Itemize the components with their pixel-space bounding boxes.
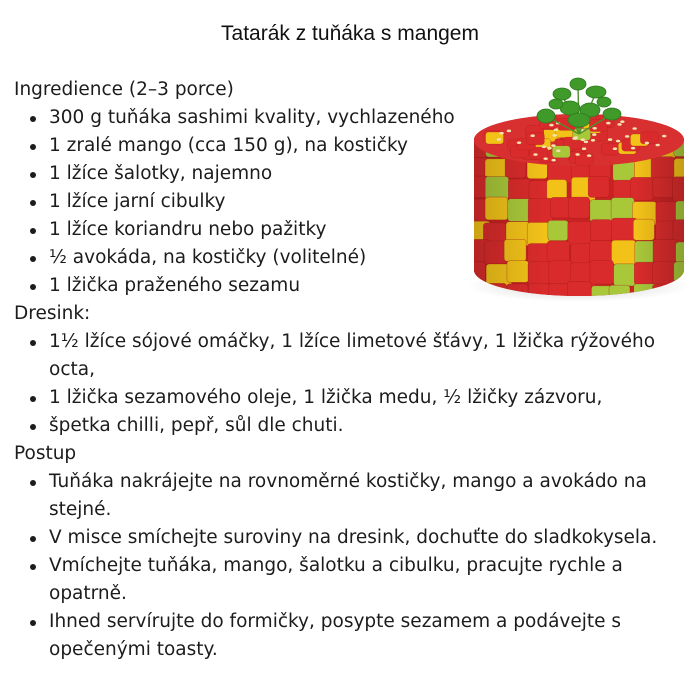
- method-step: V misce smíchejte suroviny na dresink, dochuťte do sladkokysela.: [0, 524, 690, 552]
- diced-cube: [526, 133, 544, 145]
- diced-cube: [640, 132, 658, 144]
- ingredients-heading: Ingredience (2–3 porce): [14, 79, 234, 100]
- method-step: Vmíchejte tuňáka, mango, šalotku a cibulku, pracujte rychle a opatrně.: [0, 552, 690, 608]
- dressing-item: 1½ lžíce sójové omáčky, 1 lžíce limetové šťávy, 1 lžička rýžového octa,: [0, 328, 690, 384]
- ingredients-list: [0, 104, 455, 300]
- method-step: Ihned servírujte do formičky, posypte sezamem a podávejte s opečenými toasty.: [0, 608, 690, 664]
- ingredient-item: 1 zralé mango (cca 150 g), na kostičky: [0, 132, 455, 160]
- ingredient-item: 300 g tuňáka sashimi kvality, vychlazeného: [0, 104, 455, 132]
- ingredient-item: 1 lžíce jarní cibulky: [0, 188, 455, 216]
- dressing-item: špetka chilli, pepř, sůl dle chuti.: [0, 412, 690, 440]
- dressing-list: [0, 328, 690, 440]
- dressing-item: 1 lžička sezamového oleje, 1 lžička medu, ½ lžičky zázvoru,: [0, 384, 690, 412]
- recipe-title: Tatarák z tuňáka s mangem: [221, 22, 479, 45]
- tuna-tartare-image: [466, 64, 692, 310]
- method-step: Tuňáka nakrájejte na rovnoměrné kostičky, mango a avokádo na stejné.: [0, 468, 690, 524]
- dressing-heading: Dresink:: [14, 303, 91, 324]
- method-list: [0, 468, 690, 664]
- method-heading: Postup: [14, 443, 77, 464]
- ingredient-item: ½ avokáda, na kostičky (volitelné): [0, 244, 455, 272]
- ingredient-item: 1 lžička praženého sezamu: [0, 272, 455, 300]
- diced-cube: [552, 146, 570, 158]
- ingredient-item: 1 lžíce koriandru nebo pažitky: [0, 216, 455, 244]
- ingredient-item: 1 lžíce šalotky, najemno: [0, 160, 455, 188]
